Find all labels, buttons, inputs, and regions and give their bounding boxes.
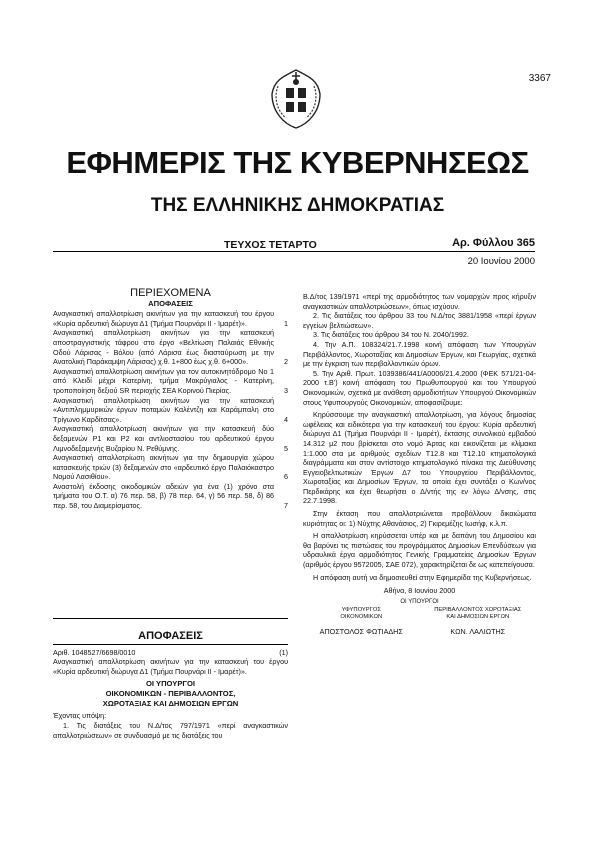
decisions-rule	[53, 644, 288, 645]
greek-coat-of-arms-emblem	[266, 66, 326, 132]
toc-item: Αναγκαστική απαλλοτρίωση ακινήτων για την κατασκευή «Αντιπλημμυρικών έργων ποταμών Καλέντζη και Καράμπαλη στο Τρίγωνο Καρδίτσας». 4	[53, 395, 288, 424]
ministers-heading: ΟΙ ΥΠΟΥΡΓΟΙ	[146, 679, 195, 689]
left-signatory-title-2: ΟΙΚΟΝΟΜΙΚΩΝ	[340, 613, 383, 620]
left-signatory-name: ΑΠΟΣΤΟΛΟΣ ΦΩΤΙΑΔΗΣ	[319, 626, 403, 636]
issue-label: ΤΕΥΧΟΣ ΤΕΤΑΡΤΟ	[224, 239, 317, 251]
signature-date: Αθήνα, 8 Ιουνίου 2000	[383, 586, 456, 596]
right-signatory-title-1: ΠΕΡΙΒΑΛΛΟΝΤΟΣ ΧΩΡΟΤΑΞΙΑΣ	[434, 606, 522, 613]
toc-item: Αναστολή έκδοσης οικοδομικών αδειών για ένα (1) χρόνο στα τμήματα του Ο.Τ. α) 76 περ. 58, β) 78 περ. 64, γ) 56 περ. 58, δ) 86 περ. 58, του Διαμερίσματος. 7	[53, 481, 288, 511]
right-signatory-name: ΚΩΝ. ΛΑΛΙΩΤΗΣ	[450, 626, 506, 636]
signatory-titles	[303, 607, 536, 621]
body-paragraph: 2. Τις διατάξεις του άρθρου 33 του Ν.Δ/τος 3881/1958 «περί έργων εγγείων βελτιώσεων».	[303, 311, 536, 330]
page-number: 3367	[528, 73, 551, 84]
decision-subject: Αναγκαστική απαλλοτρίωση ακινήτων για την κατασκευή του έργου «Κυρία αρδευτική διώρυγα Δ1 (Τμήμα Πουρνάρι ΙΙ - Ιμαρέτ)».	[53, 657, 288, 676]
body-paragraph: Στην έκταση που απαλλοτριώνεται προβάλλουν δικαιώματα κυριότητας οι: 1) Νύχτης Αθανάσιος, 2) Γκιρεμέζης Ιωσήφ, κ.λ.π.	[303, 509, 536, 528]
header-rule	[53, 251, 535, 252]
decision-paragraph-1: 1. Τις διατάξεις του Ν.Δ/τος 797/1971 «περί αναγκαστικών απαλλοτριώσεων» σε συνδυασμό με τις διατάξεις του	[53, 720, 288, 740]
toc-heading: ΠΕΡΙΕΧΟΜΕΝΑ	[130, 287, 211, 299]
gazette-subtitle: ΤΗΣ ΕΛΛΗΝΙΚΗΣ ΔΗΜΟΚΡΑΤΙΑΣ	[150, 195, 445, 216]
signatories-heading: ΟΙ ΥΠΟΥΡΓΟΙ	[400, 598, 439, 605]
decisions-section	[53, 632, 288, 740]
decision-index: (1)	[279, 647, 288, 657]
decision-reference	[53, 648, 288, 658]
body-paragraph: 4. Την Α.Π. 108324/21.7.1998 κοινή απόφαση των Υπουργών Περιβάλλοντος, Χωροταξίας και Δημοσίων Έργων, και Γεωργίας, σχετικά με την έγκριση των περιβαλλοντικών όρων.	[303, 339, 536, 369]
body-paragraph: Κηρύσσουμε την αναγκαστική απαλλοτρίωση, για λόγους δημοσίας ωφέλειας και ειδικότερα για την κατασκευή του έργου: Κυρία αρδευτική διώρυγα Δ1 (Τμήμα Πουρνάρι ΙΙ - Ιμαρέτ), έκτασης συνολικού εμβαδού 14.312 μ2 που βρίσκεται στο νομό Άρτας και εικονίζεται με κλίμακα 1:1.000 στα με αριθμούς σχεδίων Τ12.8 και Τ12.10 κτηματολογικά διαγράμματα και στον αντίστοιχο κτηματολογικό πίνακα της Διεύθυνσης Εγγειοβελτιωτικών Έργων Δ7 του Υπουργείου Περιβάλλοντος, Χωροταξίας και Δημοσίων Έργων, τα οποία έχει συντάξει ο Κων/νος Περδικάρης και έχει θεωρήσει ο Δ/ντής της εν λόγω Δ/νσης, στις 22.7.1998.	[303, 410, 536, 506]
body-paragraph: Β.Δ/τος 139/1971 «περί της αρμοδιότητος των νομαρχών προς κήρυξιν αναγκαστικών απαλλοτριώσεων», όπως ισχύουν.	[303, 292, 536, 311]
left-signatory-title-1: ΥΦΥΠΟΥΡΓΟΣ	[341, 606, 381, 613]
ministers-line-3: ΧΩΡΟΤΑΞΙΑΣ ΚΑΙ ΔΗΜΟΣΙΩΝ ΕΡΓΩΝ	[102, 699, 239, 709]
gazette-title: ΕΦΗΜΕΡΙΣ ΤΗΣ ΚΥΒΕΡΝΗΣΕΩΣ	[66, 145, 529, 180]
body-paragraph: 5. Την Αριθ. Πρωτ. 1039386/441/Α0006/21.4.2000 (ΦΕΚ 571/21-04-2000 τ.Β') κοινή απόφαση του Πρωθυπουργού και του Υπουργού Οικονομικών, σχετικά με ανάθεση αρμοδιοτήτων Υπουργού Οικονομικών στους Υφυπουργούς Οικονομικών, αποφασίζουμε:	[303, 368, 536, 407]
body-paragraph: Η απαλλοτρίωση κηρύσσεται υπέρ και με δαπάνη του Δημοσίου και θα βαρύνει τις πιστώσεις του προγράμματος Δημοσίων Επενδύσεων για υδραυλικά έργα αρμοδιότητος Γενικής Γραμματείας Δημοσίων Έργων (αριθμός έργου 9572005, ΣΑΕ 072), χαρακτηρίζεται δε ως κατεπείγουσα.	[303, 531, 536, 570]
toc-item: Αναγκαστική απαλλοτρίωση ακινήτων για την κατασκευή δύο δεξαμενών Ρ1 και Ρ2 και αντλιοστασίου του αρδευτικού έργου Λιμνοδεξαμενής Βυζαρίου Ν. Ρεθύμνης. 5	[53, 424, 288, 453]
right-signatory-title-2: ΚΑΙ ΔΗΜΟΣΙΩΝ ΕΡΓΩΝ	[446, 613, 510, 620]
toc-item: Αναγκαστική απαλλοτρίωση ακινήτων για την κατασκευή του έργου «Κυρία αρδευτική διώρυγα Δ1 (Τμήμα Πουρνάρι ΙΙ - Ιμαρέτ)». 1	[53, 309, 288, 328]
section-rule	[53, 618, 288, 619]
issue-date: 20 Ιουνίου 2000	[467, 256, 535, 267]
right-column	[303, 292, 536, 636]
toc-item: Αναγκαστική απαλλοτρίωση ακινήτων για τον αυτοκινητόδρομο Νο 1 από Κλειδί μέχρι Κατερίνη, τμήμα Μακρύγιαλος - Κατερίνη, τροποποίηση δεξιού SR περιοχής ΣΕΑ Κορινού Πιερίας. 3	[53, 366, 288, 395]
toc-item: Αναγκαστική απαλλοτρίωση ακινήτων για την δημιουργία χώρου κατασκευής τριών (3) δεξαμενών στο «αρδευτικό έργο Παλαιόκαστρο Νομού Λασιθίου». 6	[53, 453, 288, 482]
signatory-names	[303, 627, 536, 637]
toc-subheading: ΑΠΟΦΑΣΕΙΣ	[148, 298, 193, 308]
toc-list	[53, 309, 288, 510]
having-considered: Έχοντας υπόψη:	[53, 711, 107, 721]
body-paragraph: 3. Τις διατάξεις του άρθρου 34 του Ν. 2040/1992.	[313, 330, 469, 340]
decisions-heading: ΑΠΟΦΑΣΕΙΣ	[138, 630, 203, 642]
sheet-number: Αρ. Φύλλου 365	[452, 237, 535, 249]
ministers-line-2: ΟΙΚΟΝΟΜΙΚΩΝ - ΠΕΡΙΒΑΛΛΟΝΤΟΣ,	[105, 689, 236, 699]
body-paragraph: Η απόφαση αυτή να δημοσιευθεί στην Εφημερίδα της Κυβερνήσεως.	[313, 572, 532, 582]
toc-item: Αναγκαστική απαλλοτρίωση ακινήτων για την κατασκευή αποστραγγιστικής τάφρου στο έργο «Βελτίωση Παλαιάς Εθνικής Οδού Λάρισας - Βόλου (από Λάρισα έως διασταύρωση με την Ανατολική Παράκαμψη Λάρισας) χ.θ. 1+800 έως χ.θ. 6+000». 2	[53, 328, 288, 367]
decision-ref-number: Αριθ. 1048527/6698/0010	[53, 647, 136, 657]
left-column	[53, 289, 288, 511]
